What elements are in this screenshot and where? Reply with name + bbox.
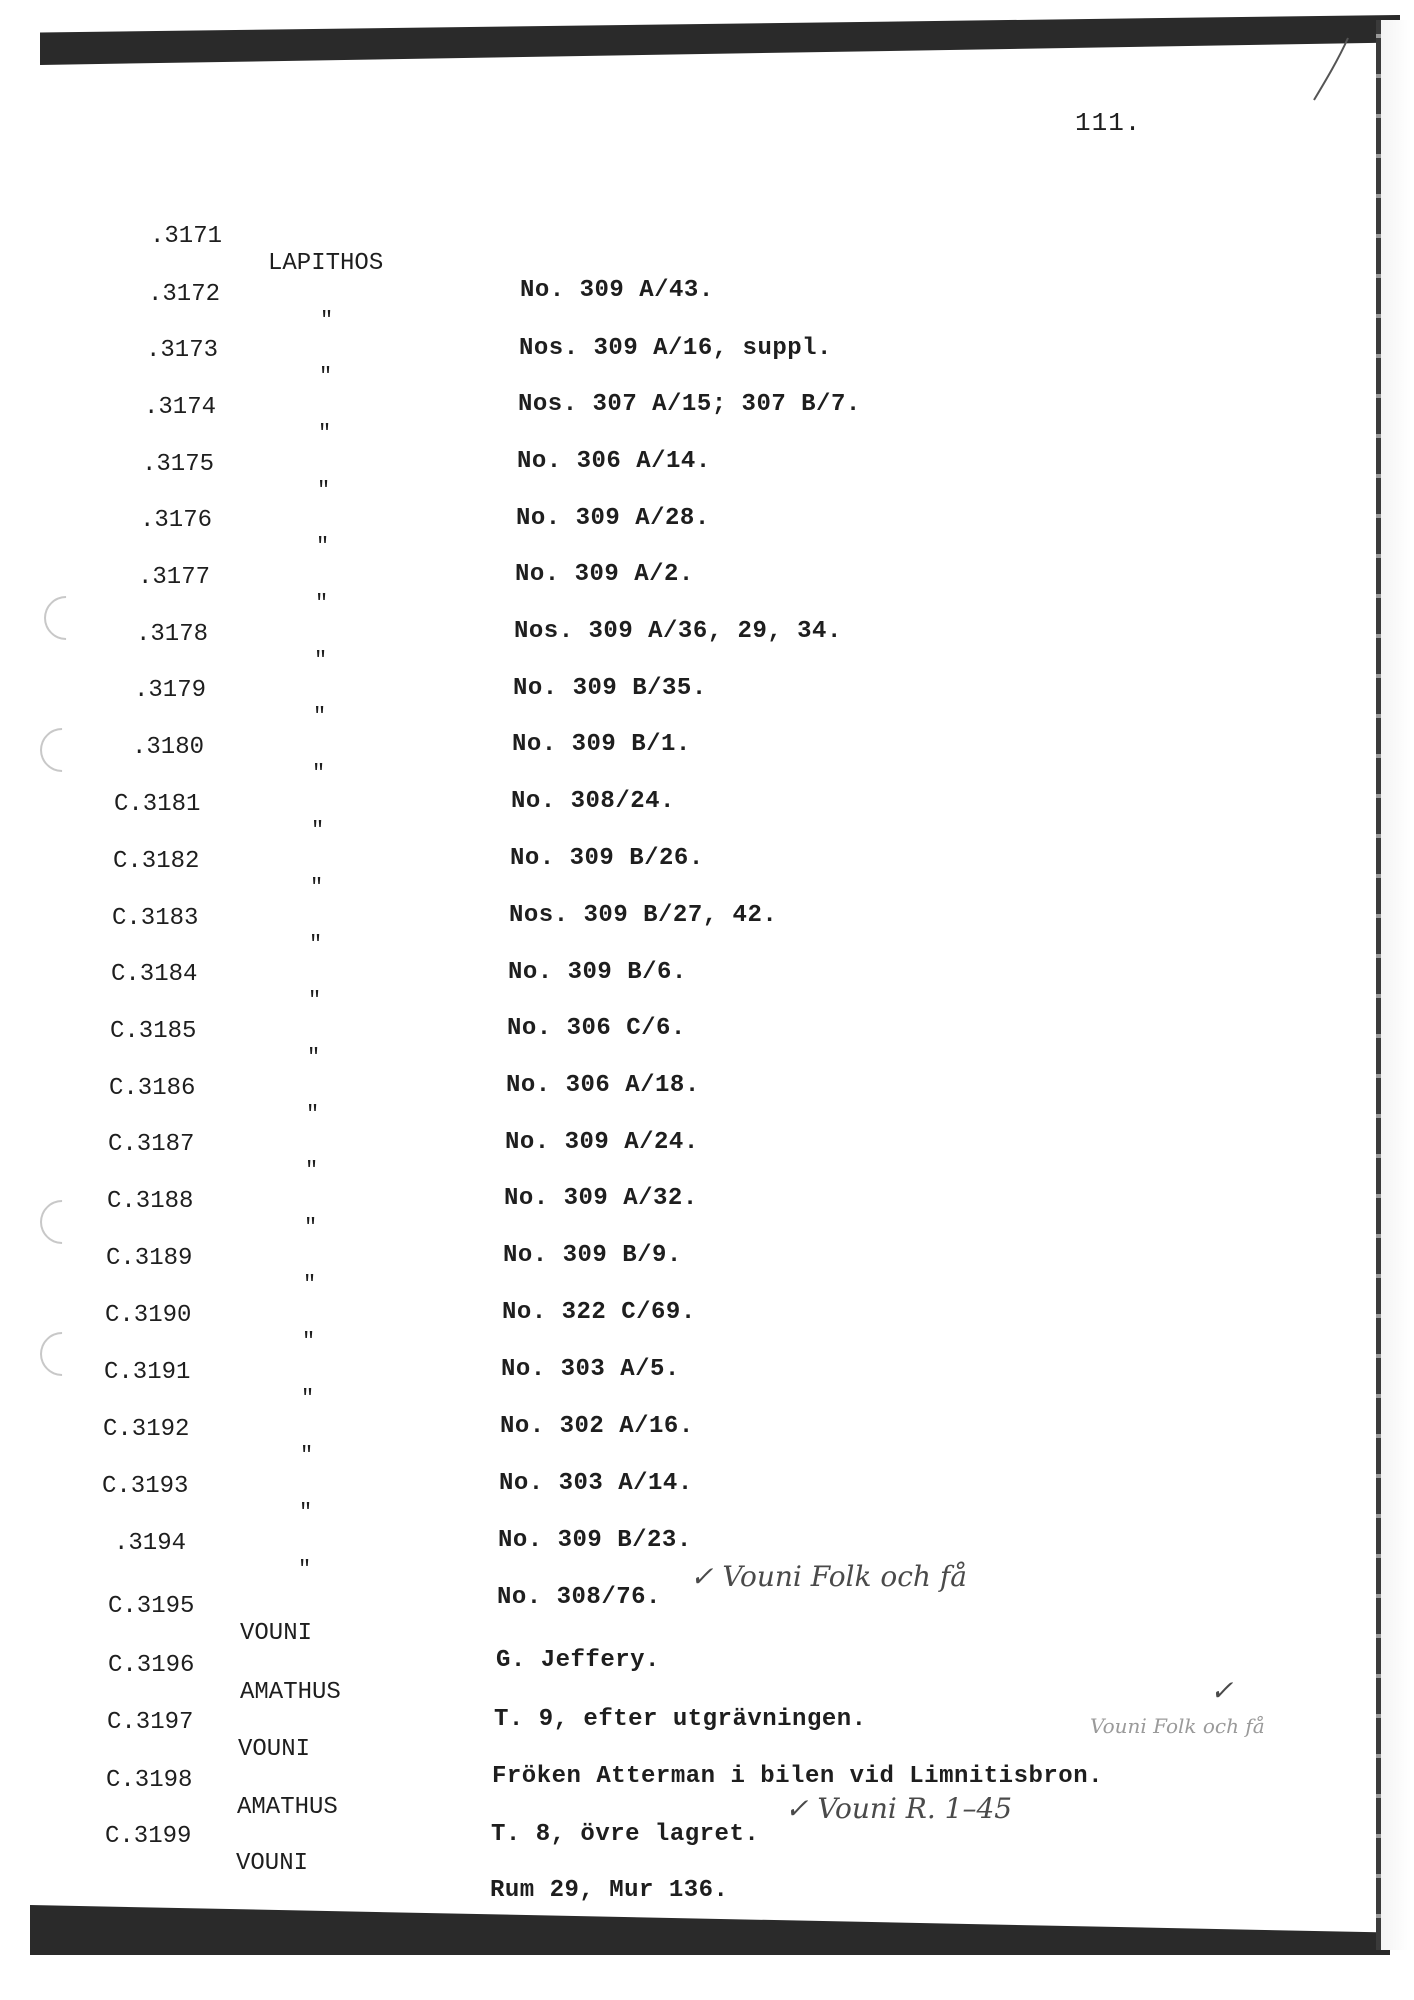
ditto-mark: ": [300, 1443, 314, 1468]
catalog-number: C.3181: [114, 791, 201, 818]
reference: T. 9, efter utgrävningen.: [494, 1706, 867, 1733]
ditto-mark: ": [311, 818, 325, 843]
catalog-number: C.3185: [110, 1018, 197, 1045]
catalog-number: .3172: [148, 281, 221, 308]
catalog-number: C.3195: [108, 1593, 195, 1620]
reference: Nos. 309 A/36, 29, 34.: [514, 618, 842, 645]
reference: T. 8, övre lagret.: [491, 1821, 760, 1848]
ditto-mark: ": [306, 1102, 320, 1127]
catalog-number: .3176: [140, 507, 213, 534]
catalog-number: C.3193: [102, 1473, 189, 1500]
reference: No. 309 A/2.: [515, 561, 694, 588]
reference: No. 306 A/14.: [517, 448, 711, 475]
reference: No. 309 B/9.: [503, 1242, 682, 1269]
ditto-mark: ": [315, 591, 329, 616]
reference: No. 308/24.: [511, 788, 675, 815]
reference: No. 309 B/26.: [510, 845, 704, 872]
reference: Rum 29, Mur 136.: [490, 1877, 729, 1904]
ditto-mark: ": [304, 1215, 318, 1240]
catalog-number: C.3184: [111, 961, 198, 988]
reference: No. 303 A/5.: [501, 1356, 680, 1383]
ditto-mark: ": [299, 1500, 313, 1525]
catalog-number: C.3197: [107, 1709, 194, 1736]
reference: Nos. 309 B/27, 42.: [509, 902, 778, 929]
catalog-number: .3194: [114, 1530, 187, 1557]
handwritten-annotation: ✓ Vouni Folk och få: [690, 1560, 967, 1593]
ditto-mark: ": [307, 1045, 321, 1070]
catalog-number: C.3192: [103, 1416, 190, 1443]
catalog-number: C.3183: [112, 905, 199, 932]
ditto-mark: ": [298, 1557, 312, 1582]
catalog-number: C.3190: [105, 1302, 192, 1329]
reference: No. 303 A/14.: [499, 1470, 693, 1497]
reference: No. 306 A/18.: [506, 1072, 700, 1099]
site-name: LAPITHOS: [268, 250, 384, 277]
reference: No. 309 B/6.: [508, 959, 687, 986]
site-name: VOUNI: [236, 1850, 309, 1877]
page-number: 111.: [1075, 108, 1142, 138]
catalog-number: C.3186: [109, 1075, 196, 1102]
catalog-number: .3179: [134, 677, 207, 704]
catalog-number: .3175: [142, 451, 215, 478]
ditto-mark: ": [316, 534, 330, 559]
ditto-mark: ": [314, 648, 328, 673]
site-name: VOUNI: [240, 1620, 313, 1647]
reference: No. 309 B/23.: [498, 1527, 692, 1554]
reference: No. 302 A/16.: [500, 1413, 694, 1440]
ditto-mark: ": [319, 364, 333, 389]
ditto-mark: ": [318, 421, 332, 446]
reference: No. 309 A/32.: [504, 1185, 698, 1212]
reference: No. 306 C/6.: [507, 1015, 686, 1042]
reference: No. 309 A/24.: [505, 1129, 699, 1156]
catalog-number: .3177: [138, 564, 211, 591]
catalog-number: .3180: [132, 734, 205, 761]
ditto-mark: ": [312, 761, 326, 786]
catalog-number: C.3182: [113, 848, 200, 875]
catalog-number: C.3191: [104, 1359, 191, 1386]
reference: Nos. 309 A/16, suppl.: [519, 335, 832, 362]
catalog-number: C.3188: [107, 1188, 194, 1215]
reference: No. 309 A/28.: [516, 505, 710, 532]
catalog-number: .3178: [136, 621, 209, 648]
handwritten-annotation: ✓: [1210, 1674, 1234, 1707]
handwritten-annotation: ✓ Vouni R. 1–45: [785, 1792, 1013, 1825]
ditto-mark: ": [301, 1386, 315, 1411]
catalog-number: C.3198: [106, 1767, 193, 1794]
catalog-number: C.3199: [105, 1823, 192, 1850]
catalog-number: .3173: [146, 337, 219, 364]
site-name: AMATHUS: [237, 1794, 338, 1821]
ditto-mark: ": [313, 704, 327, 729]
site-name: VOUNI: [238, 1736, 311, 1763]
reference: G. Jeffery.: [496, 1647, 660, 1674]
handwritten-annotation-faint: Vouni Folk och få: [1090, 1714, 1265, 1738]
catalog-number: C.3196: [108, 1652, 195, 1679]
reference: Nos. 307 A/15; 307 B/7.: [518, 391, 861, 418]
reference: No. 309 A/43.: [520, 277, 714, 304]
reference: No. 322 C/69.: [502, 1299, 696, 1326]
site-name: AMATHUS: [240, 1679, 341, 1706]
ditto-mark: ": [303, 1272, 317, 1297]
reference: No. 309 B/35.: [513, 675, 707, 702]
reference: Fröken Atterman i bilen vid Limnitisbron.: [492, 1763, 1103, 1790]
ditto-mark: ": [310, 875, 324, 900]
catalog-number: .3174: [144, 394, 217, 421]
catalog-number: .3171: [150, 223, 223, 250]
ditto-mark: ": [309, 932, 323, 957]
catalog-number: C.3187: [108, 1131, 195, 1158]
catalog-number: C.3189: [106, 1245, 193, 1272]
ditto-mark: ": [317, 478, 331, 503]
ditto-mark: ": [305, 1158, 319, 1183]
reference: No. 309 B/1.: [512, 731, 691, 758]
ditto-mark: ": [308, 988, 322, 1013]
ditto-mark: ": [302, 1329, 316, 1354]
reference: No. 308/76.: [497, 1584, 661, 1611]
ditto-mark: ": [320, 308, 334, 333]
